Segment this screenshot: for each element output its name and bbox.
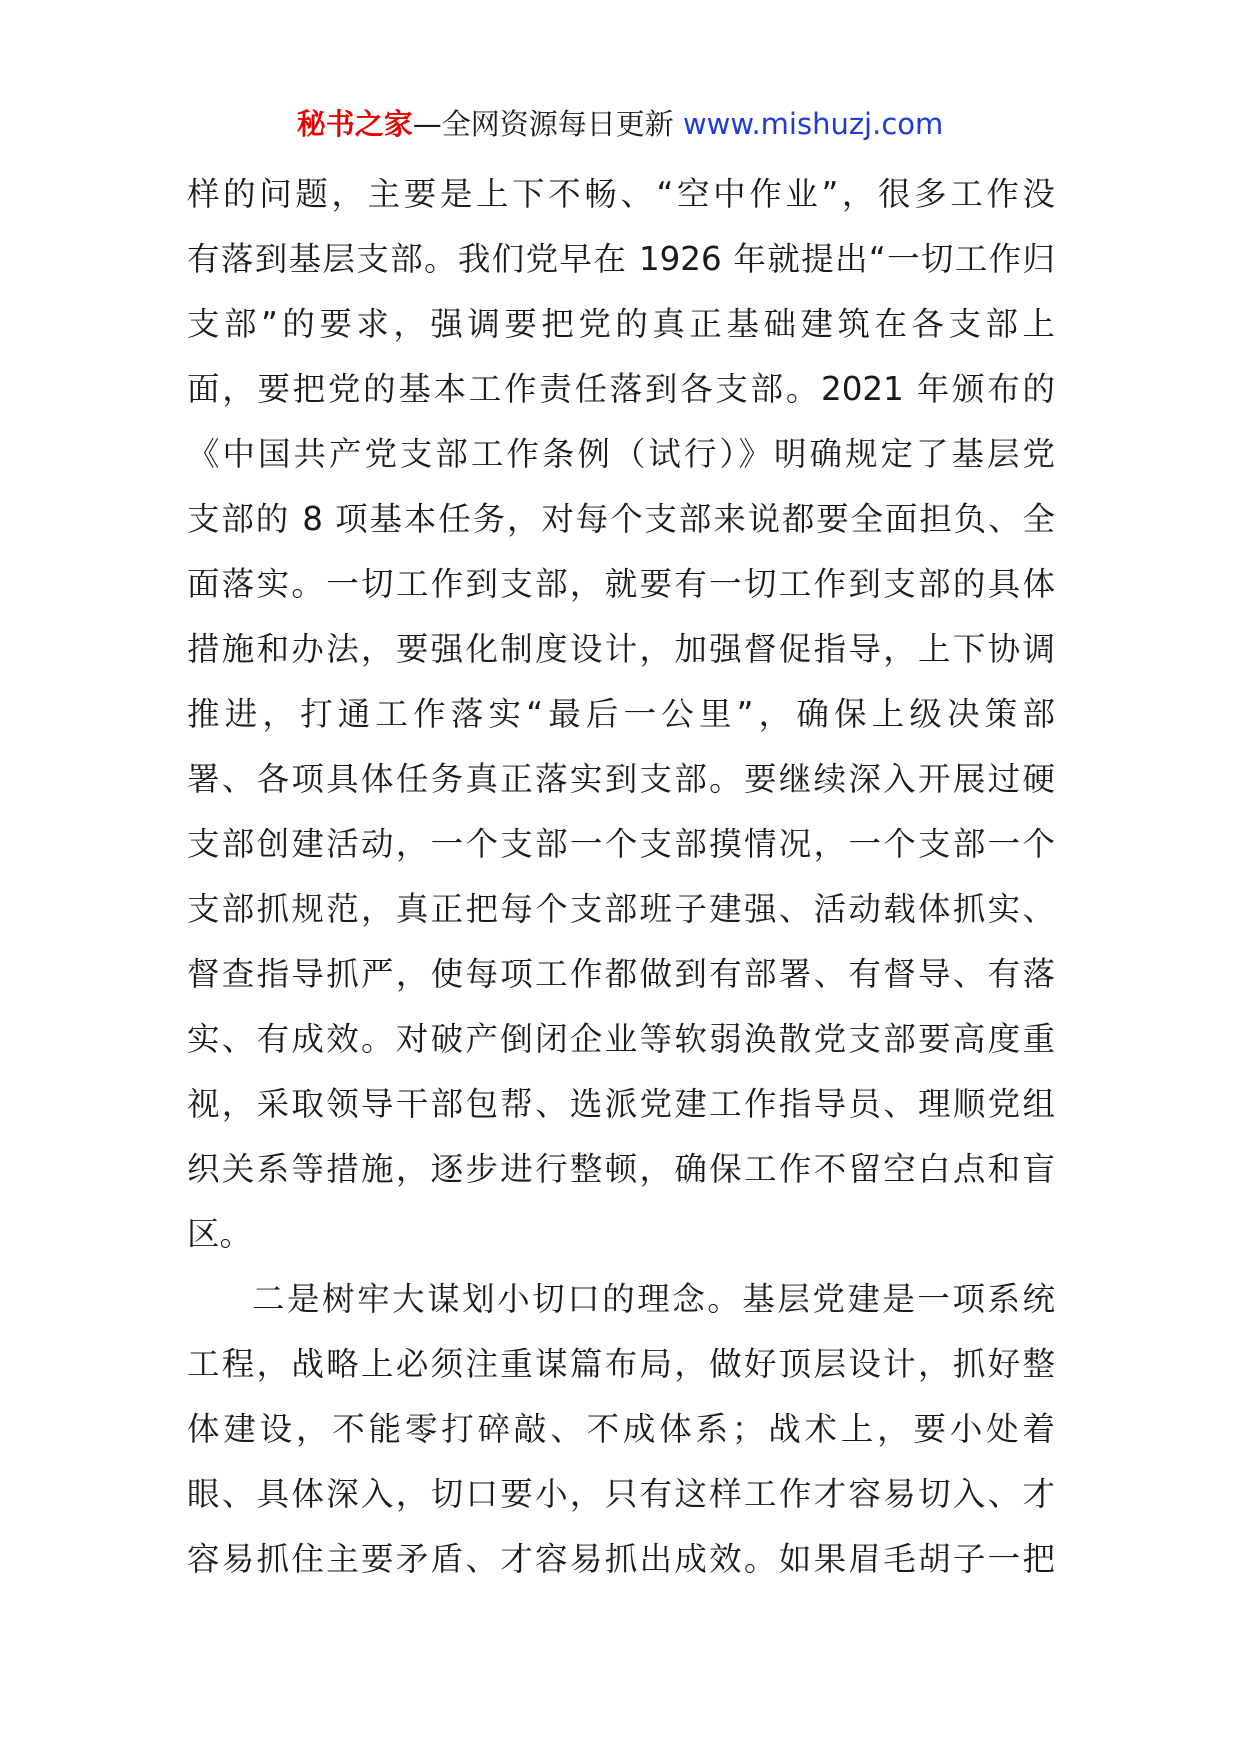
text-line: 支部抓规范，真正把每个支部班子建强、活动载体抓实、 [187, 890, 1055, 928]
paragraph-2 [187, 1267, 1055, 1592]
site-header [0, 104, 1240, 144]
text-line: 面，要把党的基本工作责任落到各支部。2021 年颁布的 [187, 370, 1055, 408]
text-line: 支部”的要求，强调要把党的真正基础建筑在各支部上 [187, 305, 1055, 343]
text-line: 推进，打通工作落实“最后一公里”，确保上级决策部 [187, 695, 1055, 733]
text-line: 措施和办法，要强化制度设计，加强督促指导，上下协调 [187, 630, 1055, 668]
text-line: 眼、具体深入，切口要小，只有这样工作才容易切入、才 [187, 1475, 1055, 1513]
text-line: 织关系等措施，逐步进行整顿，确保工作不留空白点和盲 [187, 1150, 1055, 1188]
text-line: 面落实。一切工作到支部，就要有一切工作到支部的具体 [187, 565, 1055, 603]
text-line: 样的问题，主要是上下不畅、“空中作业”，很多工作没 [187, 175, 1055, 213]
text-line: 实、有成效。对破产倒闭企业等软弱涣散党支部要高度重 [187, 1020, 1055, 1058]
document-body [187, 162, 1055, 1592]
text-line: 体建设，不能零打碎敲、不成体系；战术上，要小处着 [187, 1410, 1055, 1448]
text-line: 容易抓住主要矛盾、才容易抓出成效。如果眉毛胡子一把 [187, 1540, 1055, 1578]
text-line: 署、各项具体任务真正落实到支部。要继续深入开展过硬 [187, 760, 1055, 798]
site-tagline: —全网资源每日更新 [412, 107, 683, 141]
paragraph-1 [187, 162, 1055, 1267]
text-line: 督查指导抓严，使每项工作都做到有部署、有督导、有落 [187, 955, 1055, 993]
text-line: 《中国共产党支部工作条例（试行）》明确规定了基层党 [187, 435, 1055, 473]
text-line: 区。 [187, 1215, 253, 1253]
text-line: 支部的 8 项基本任务，对每个支部来说都要全面担负、全 [187, 500, 1055, 538]
text-line: 视，采取领导干部包帮、选派党建工作指导员、理顺党组 [187, 1085, 1055, 1123]
text-line: 二是树牢大谋划小切口的理念。基层党建是一项系统 [252, 1280, 1055, 1318]
text-line: 支部创建活动，一个支部一个支部摸情况，一个支部一个 [187, 825, 1055, 863]
text-line: 有落到基层支部。我们党早在 1926 年就提出“一切工作归 [187, 240, 1055, 278]
site-url-link[interactable]: www.mishuzj.com [682, 107, 944, 141]
text-line: 工程，战略上必须注重谋篇布局，做好顶层设计，抓好整 [187, 1345, 1055, 1383]
site-brand-name: 秘书之家 [296, 107, 413, 141]
